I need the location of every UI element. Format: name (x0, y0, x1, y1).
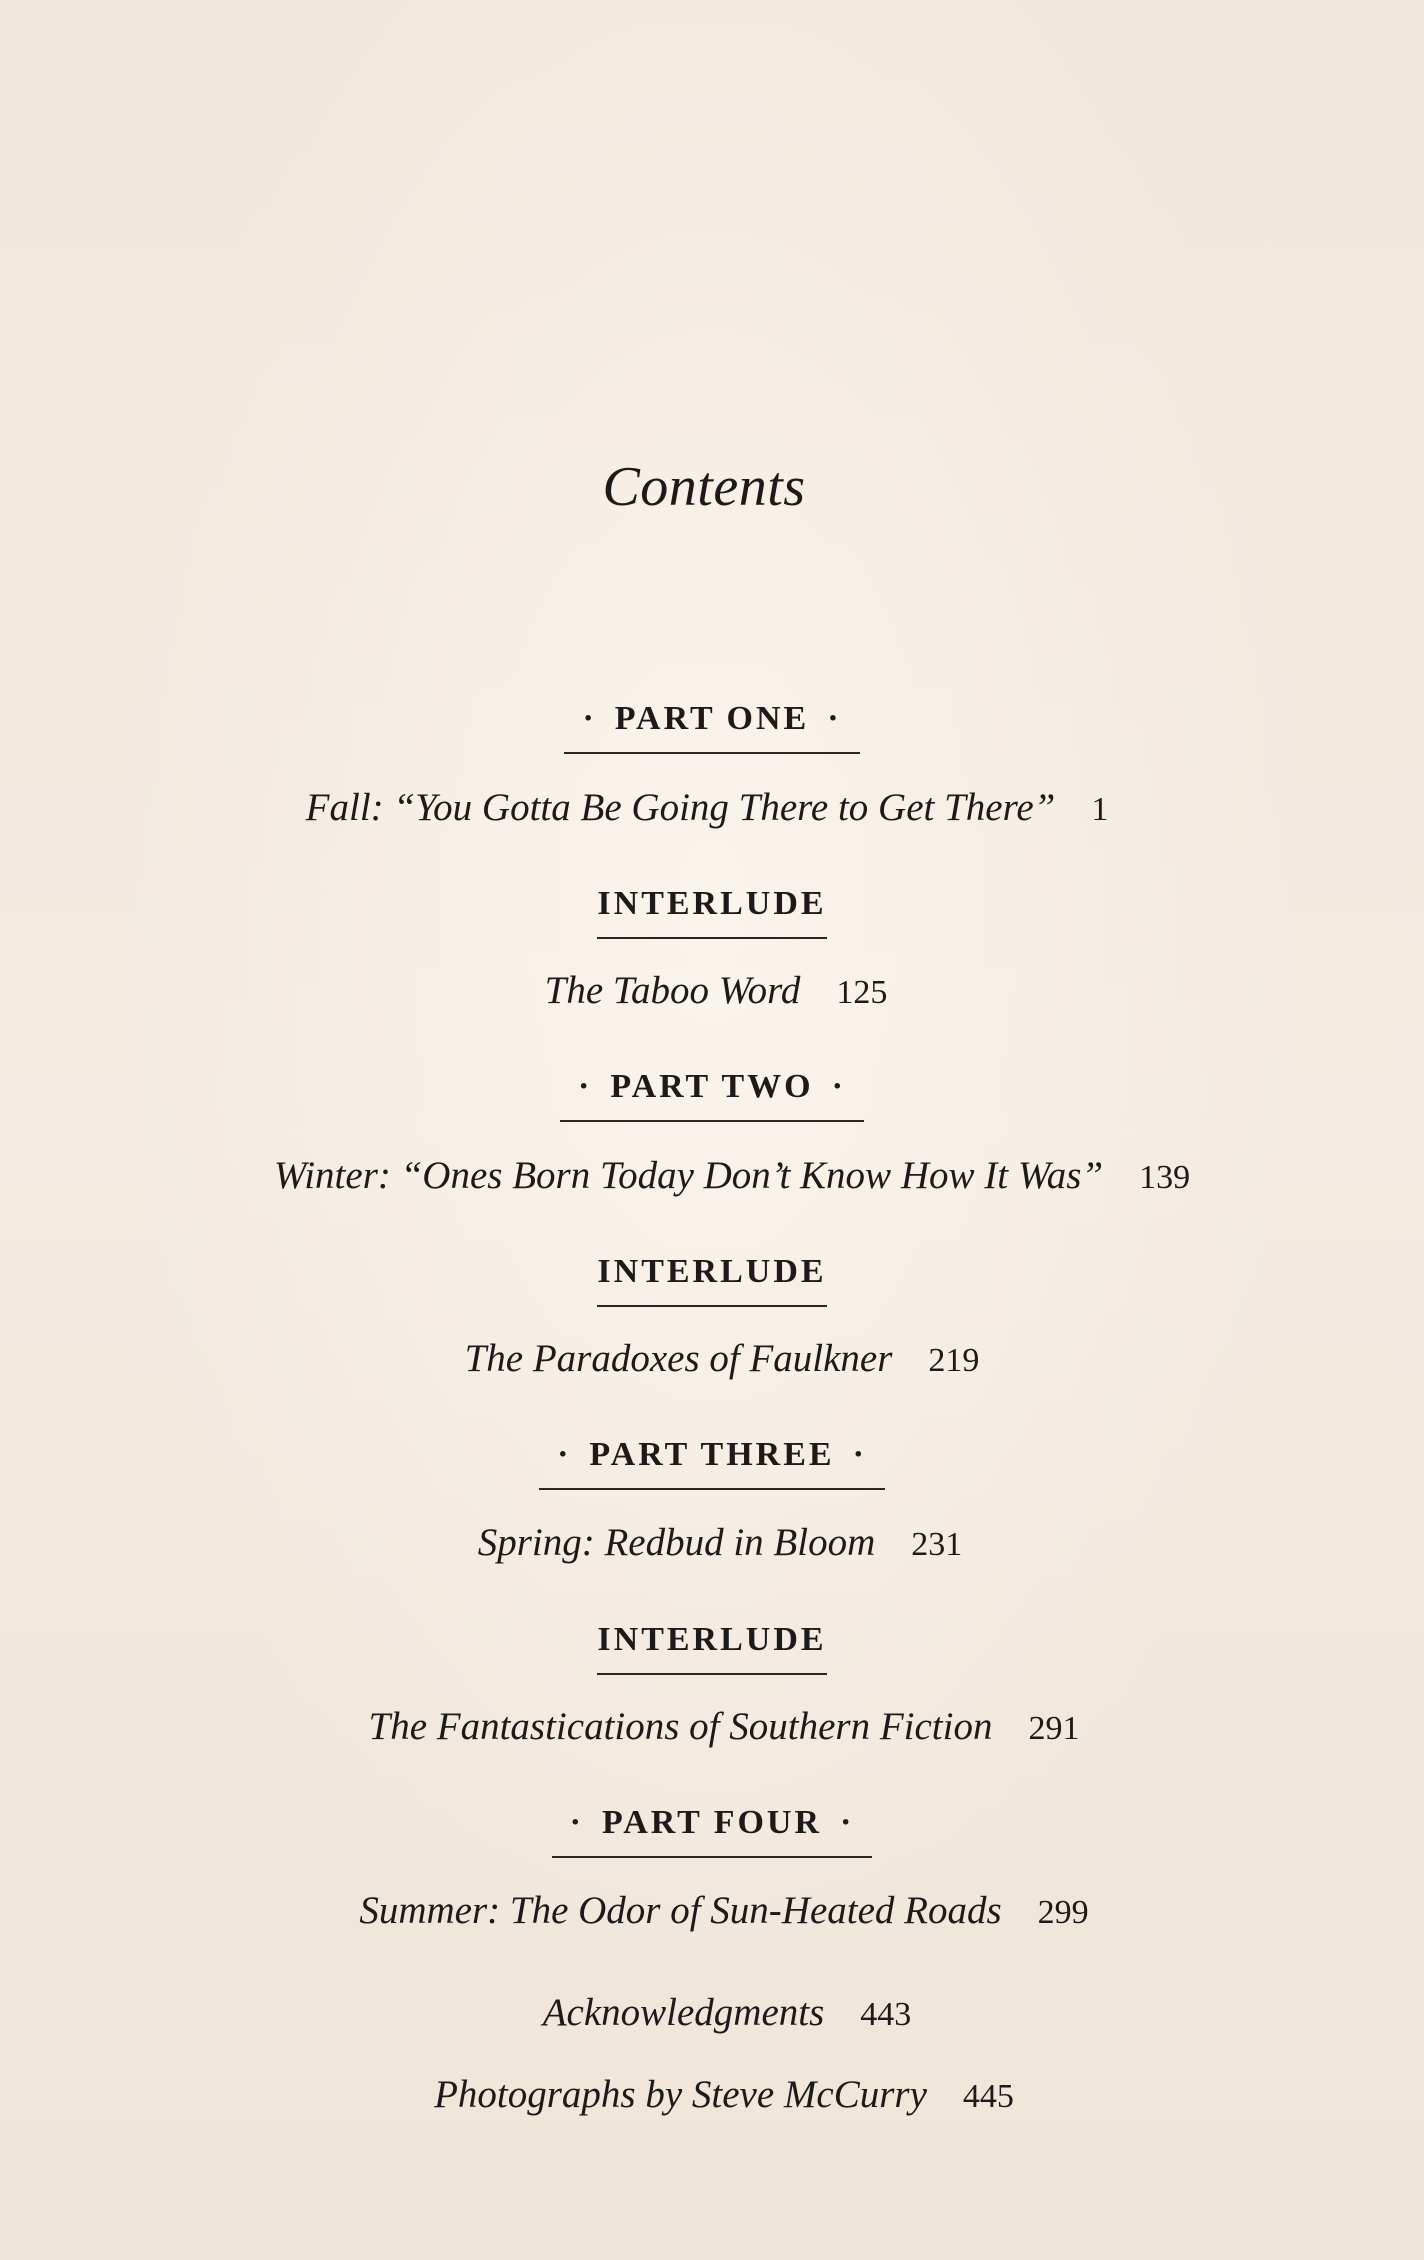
entry-title: Winter: “Ones Born Today Don’t Know How It Was” (273, 1154, 1104, 1197)
entry-title: The Fantastications of Southern Fiction (368, 1705, 993, 1748)
heading-label: PART ONE (614, 700, 810, 737)
toc-entry[interactable] (4, 968, 1424, 1013)
entry-page-number: 231 (911, 1526, 963, 1563)
bullet-dot: · (831, 1068, 846, 1105)
section-heading-interlude (0, 1253, 1424, 1307)
toc-entry-acknowledgments[interactable] (15, 1990, 1424, 2035)
section-heading-interlude (0, 1621, 1424, 1675)
entry-page-number: 299 (1037, 1894, 1089, 1931)
bullet-dot: · (569, 1804, 584, 1841)
toc-entry[interactable] (0, 785, 1419, 830)
entry-title: The Taboo Word (544, 969, 801, 1012)
heading-rule (597, 937, 826, 939)
heading-label: PART FOUR (601, 1804, 823, 1841)
page-title: Contents (602, 456, 806, 518)
bullet-dot: · (557, 1436, 572, 1473)
entry-page-number: 139 (1139, 1159, 1191, 1196)
heading-label: PART THREE (589, 1436, 835, 1473)
entry-page-number: 445 (962, 2078, 1014, 2115)
entry-title: Spring: Redbud in Bloom (477, 1521, 876, 1564)
section-heading-part-four (0, 1804, 1424, 1858)
heading-rule (597, 1305, 826, 1307)
heading-label: INTERLUDE (597, 1621, 827, 1658)
toc-entry[interactable] (12, 1704, 1424, 1749)
heading-rule (560, 1120, 864, 1122)
bullet-dot: · (582, 700, 597, 737)
entry-page-number: 125 (836, 974, 888, 1011)
entry-title: Photographs by Steve McCurry (434, 2073, 927, 2116)
bullet-dot: · (827, 700, 842, 737)
entry-page-number: 291 (1028, 1710, 1080, 1747)
entry-title: Acknowledgments (542, 1991, 825, 2034)
bullet-dot: · (852, 1436, 867, 1473)
entry-title: Fall: “You Gotta Be Going There to Get There” (305, 786, 1056, 829)
section-heading-part-one (0, 700, 1424, 754)
heading-label: INTERLUDE (597, 885, 827, 922)
entry-page-number: 1 (1091, 791, 1109, 828)
entry-page-number: 443 (860, 1996, 912, 2033)
section-heading-part-three (0, 1436, 1424, 1490)
heading-rule (597, 1673, 826, 1675)
heading-rule (552, 1856, 873, 1858)
bullet-dot: · (840, 1804, 855, 1841)
section-heading-interlude (0, 885, 1424, 939)
heading-label: PART TWO (610, 1068, 814, 1105)
toc-entry[interactable] (8, 1520, 1424, 1565)
toc-entry-photographs[interactable] (12, 2072, 1424, 2117)
heading-rule (564, 752, 859, 754)
heading-rule (539, 1488, 885, 1490)
entry-title: The Paradoxes of Faulkner (464, 1337, 893, 1380)
heading-label: INTERLUDE (597, 1253, 827, 1290)
toc-entry[interactable] (20, 1153, 1424, 1198)
entry-page-number: 219 (928, 1342, 980, 1379)
bullet-dot: · (578, 1068, 593, 1105)
toc-entry[interactable] (12, 1888, 1424, 1933)
toc-entry[interactable] (10, 1336, 1424, 1381)
entry-title: Summer: The Odor of Sun-Heated Roads (359, 1889, 1002, 1932)
section-heading-part-two (0, 1068, 1424, 1122)
